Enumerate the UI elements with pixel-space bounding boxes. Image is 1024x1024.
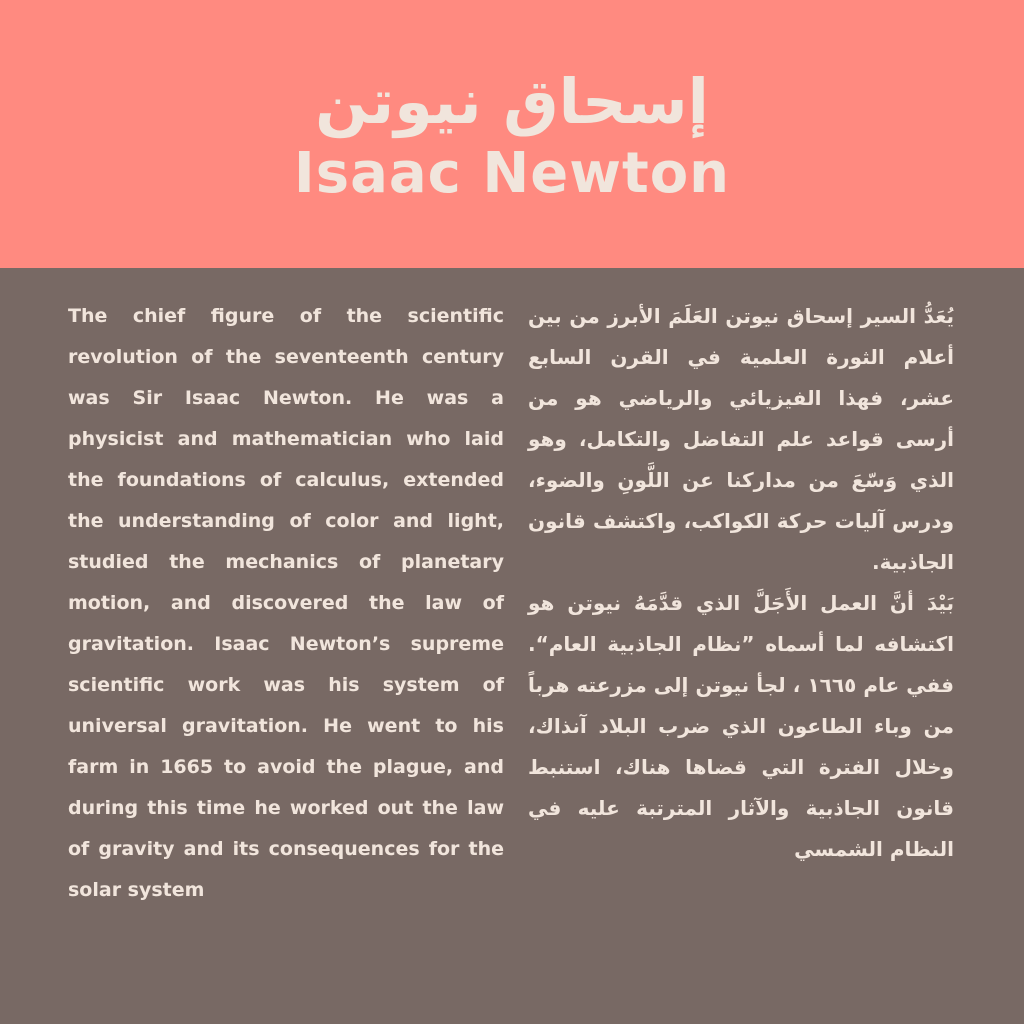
english-column: The chief figure of the scientific revolution of the seventeenth century was Sir Isaac Newton. He was a physicist and mathematician who laid the foundations of calculus, extended the understanding of color and light, studied the mechanics of planetary motion, and discovered the law of gravitation. Isaac Newton’s supreme scientific work was his system of universal gravitation. He went to his farm in 1665 to avoid the plague, and during this time he worked out the law of gravity and its consequences for the solar system — [68, 305, 504, 901]
title-banner — [0, 0, 1024, 268]
title-arabic: إسحاق نيوتن — [315, 65, 709, 138]
arabic-paragraph-1: يُعَدُّ السير إسحاق نيوتن العَلَمَ الأبرز من بين أعلام الثورة العلمية في القرن السابع عشر، فهذا الفيزيائي والرياضي هو من أرسى قواعد علم التفاضل والتكامل، وهو الذي وَسّعَ من مداركنا عن اللَّونِ والضوء، ودرس آليات حركة الكواكب، واكتشف قانون الجاذبية. — [528, 304, 954, 574]
title-english: Isaac Newton — [293, 141, 731, 206]
arabic-column — [528, 296, 954, 870]
arabic-paragraph-2: بَيْدَ أنَّ العمل الأَجَلَّ الذي قدَّمَهُ نيوتن هو اكتشافه لما أسماه ”نظام الجاذبية العام“. ففي عام ١٦٦٥ ، لجأ نيوتن إلى مزرعته هرباً من وباء الطاعون الذي ضرب البلاد آنذاك، وخلال الفترة التي قضاها هناك، استنبط قانون الجاذبية والآثار المترتبة عليه في النظام الشمسي — [528, 591, 954, 861]
